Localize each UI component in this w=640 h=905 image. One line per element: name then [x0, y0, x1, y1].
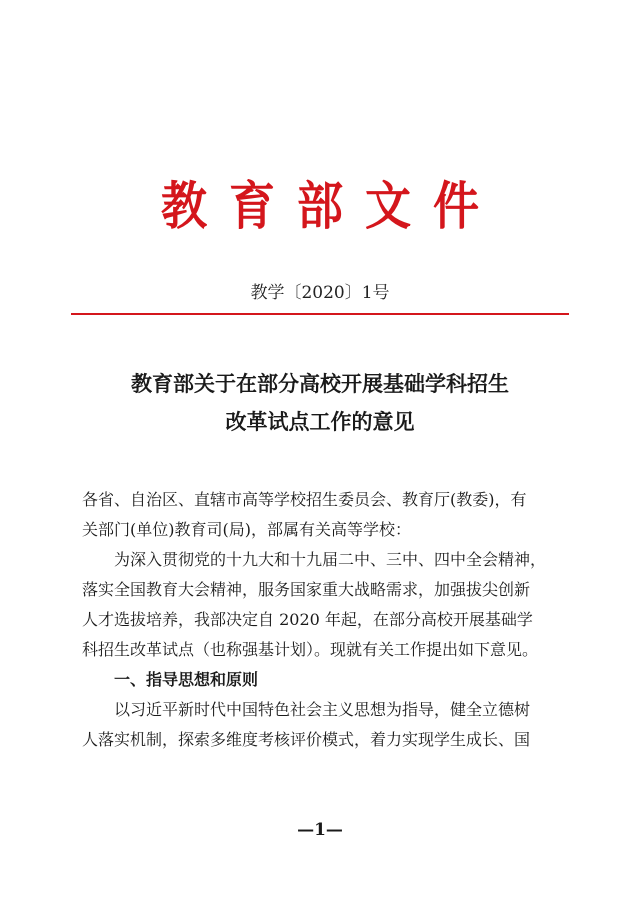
document-number: 教学〔2020〕1号: [250, 283, 390, 303]
paragraph-1-line-3: 人才选拔培养，我部决定自 2020 年起，在部分高校开展基础学: [82, 610, 533, 629]
paragraph-1-line-4: 科招生改革试点（也称强基计划）。现就有关工作提出如下意见。: [82, 640, 539, 659]
document-title: [0, 365, 640, 441]
document-title-line-2: 改革试点工作的意见: [225, 409, 415, 434]
document-title-line-1: 教育部关于在部分高校开展基础学科招生: [131, 371, 509, 396]
page-number: —1—: [297, 820, 343, 840]
paragraph-2-line-2: 人落实机制，探索多维度考核评价模式，着力实现学生成长、国: [82, 730, 531, 749]
document-header-title: 教育部文件: [161, 175, 501, 237]
document-body: [82, 485, 562, 755]
paragraph-1-line-1: 为深入贯彻党的十九大和十九届二中、三中、四中全会精神，: [114, 550, 547, 569]
section-1-heading: 一、指导思想和原则: [114, 670, 259, 689]
addressee-line-1: 各省、自治区、直辖市高等学校招生委员会、教育厅(教委)，有: [82, 490, 527, 509]
paragraph-1-line-2: 落实全国教育大会精神，服务国家重大战略需求，加强拔尖创新: [82, 580, 531, 599]
addressee-line-2: 关部门(单位)教育司(局)，部属有关高等学校：: [82, 520, 411, 539]
paragraph-2-line-1: 以习近平新时代中国特色社会主义思想为指导，健全立德树: [114, 700, 531, 719]
red-divider-line: [71, 313, 569, 315]
